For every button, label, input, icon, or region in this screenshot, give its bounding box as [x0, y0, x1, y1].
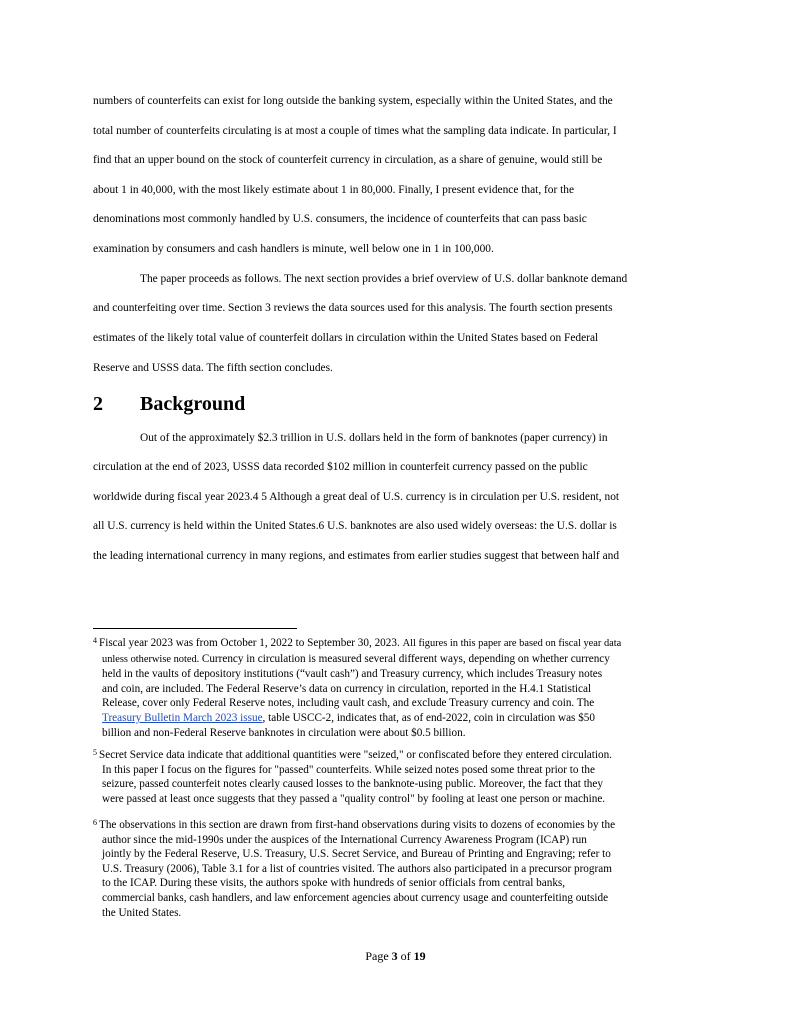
footnote-line: author since the mid-1990s under the auspices of the International Currency Awareness Program (ICAP) run [102, 833, 587, 846]
section-heading [93, 391, 245, 417]
body-line: examination by consumers and cash handlers is minute, well below one in 1 in 100,000. [93, 243, 494, 255]
body-line: numbers of counterfeits can exist for long outside the banking system, especially within the United States, and the [93, 95, 613, 107]
footnote-line: U.S. Treasury (2006), Table 3.1 for a list of countries visited. The authors also participated in a precursor program [102, 862, 612, 875]
treasury-bulletin-link[interactable]: Treasury Bulletin March 2023 issue [102, 711, 263, 724]
footnote-line: Release, cover only Federal Reserve notes, including vault cash, and exclude Treasury currency and coin. The [102, 697, 595, 710]
body-line: circulation at the end of 2023, USSS data recorded $102 million in counterfeit currency passed on the public [93, 461, 588, 473]
footnote-line [93, 818, 703, 833]
body-line: total number of counterfeits circulating is at most a couple of times what the sampling data indicate. In particular, I [93, 125, 617, 137]
footnote-line: to the ICAP. During these visits, the authors spoke with hundreds of senior officials from central banks, [102, 877, 566, 890]
footnote-text: Fiscal year 2023 was from October 1, 2022 to September 30, 2023. [99, 637, 403, 649]
footnote-line: the United States. [102, 906, 182, 919]
footnote-line: jointly by the Federal Reserve, U.S. Treasury, U.S. Secret Service, and Bureau of Printing and Engraving; refer to [102, 848, 611, 861]
footnote-separator [93, 628, 297, 629]
body-line: and counterfeiting over time. Section 3 reviews the data sources used for this analysis. The fourth section presents [93, 302, 613, 314]
body-line: find that an upper bound on the stock of counterfeit currency in circulation, as a share of genuine, would still be [93, 154, 603, 166]
body-line: denominations most commonly handled by U.S. consumers, the incidence of counterfeits that can pass basic [93, 213, 587, 225]
footer-text: of [397, 949, 414, 963]
footnote-5 [93, 748, 703, 806]
total-pages: 19 [413, 949, 426, 963]
footnote-line: and coin, are included. The Federal Reserve’s data on currency in circulation, reported in the H.4.1 Statistical [102, 682, 592, 695]
footnote-text: unless otherwise noted. [102, 653, 202, 665]
footnote-6 [93, 818, 703, 920]
footnote-text: The observations in this section are drawn from first-hand observations during visits to dozens of economies by the [99, 819, 616, 831]
footnote-text: All figures in this paper are based on fiscal year data [402, 638, 622, 649]
footnote-4 [93, 636, 703, 740]
footnote-line: held in the vaults of depository institutions (“vault cash”) and Treasury currency, which includes Treasury notes [102, 668, 603, 681]
body-line: The paper proceeds as follows. The next section provides a brief overview of U.S. dollar banknote demand [140, 273, 628, 285]
footer-text: Page [365, 949, 392, 963]
footnote-marker: 4 [93, 636, 97, 645]
body-line: Out of the approximately $2.3 trillion in U.S. dollars held in the form of banknotes (paper currency) in [140, 432, 608, 444]
footnote-line [93, 636, 703, 652]
footnote-line [93, 652, 703, 668]
footnote-line: seizure, passed counterfeit notes clearly caused losses to the banknote-using public. Moreover, the fact that they [102, 778, 603, 791]
footnote-line: commercial banks, cash handlers, and law enforcement agencies about currency usage and counterfeiting outside [102, 891, 609, 904]
page-number [0, 949, 791, 963]
footnote-text: , table USCC-2, indicates that, as of end-2022, coin in circulation was $50 [262, 711, 595, 724]
body-line: all U.S. currency is held within the United States.6 U.S. banknotes are also used widely overseas: the U.S. dollar is [93, 520, 617, 532]
body-line: worldwide during fiscal year 2023.4 5 Although a great deal of U.S. currency is in circulation per U.S. resident, not [93, 491, 620, 503]
footnote-marker: 6 [93, 818, 97, 827]
section-number: 2 [93, 393, 103, 415]
body-line: Reserve and USSS data. The fifth section concludes. [93, 362, 333, 374]
body-line: the leading international currency in many regions, and estimates from earlier studies suggest that between half and [93, 550, 620, 562]
current-page: 3 [391, 949, 398, 963]
section-title: Background [140, 393, 246, 415]
footnote-line [93, 711, 703, 726]
footnote-line: were passed at least once suggests that they passed a "quality control" by fooling at least one person or machine. [102, 792, 606, 805]
footnote-text: Secret Service data indicate that additional quantities were "seized," or confiscated before they entered circulation. [99, 749, 612, 761]
footnote-line: billion and non-Federal Reserve banknotes in circulation were about $0.5 billion. [102, 726, 466, 739]
footnote-line: In this paper I focus on the figures for "passed" counterfeits. While seized notes posed some threat prior to the [102, 763, 595, 776]
footnote-text: Currency in circulation is measured several different ways, depending on whether currency [201, 652, 610, 665]
body-line: about 1 in 40,000, with the most likely estimate about 1 in 80,000. Finally, I present evidence that, for the [93, 184, 575, 196]
footnote-line [93, 748, 703, 763]
body-line: estimates of the likely total value of counterfeit dollars in circulation within the United States based on Federal [93, 332, 599, 344]
footnote-marker: 5 [93, 748, 97, 757]
